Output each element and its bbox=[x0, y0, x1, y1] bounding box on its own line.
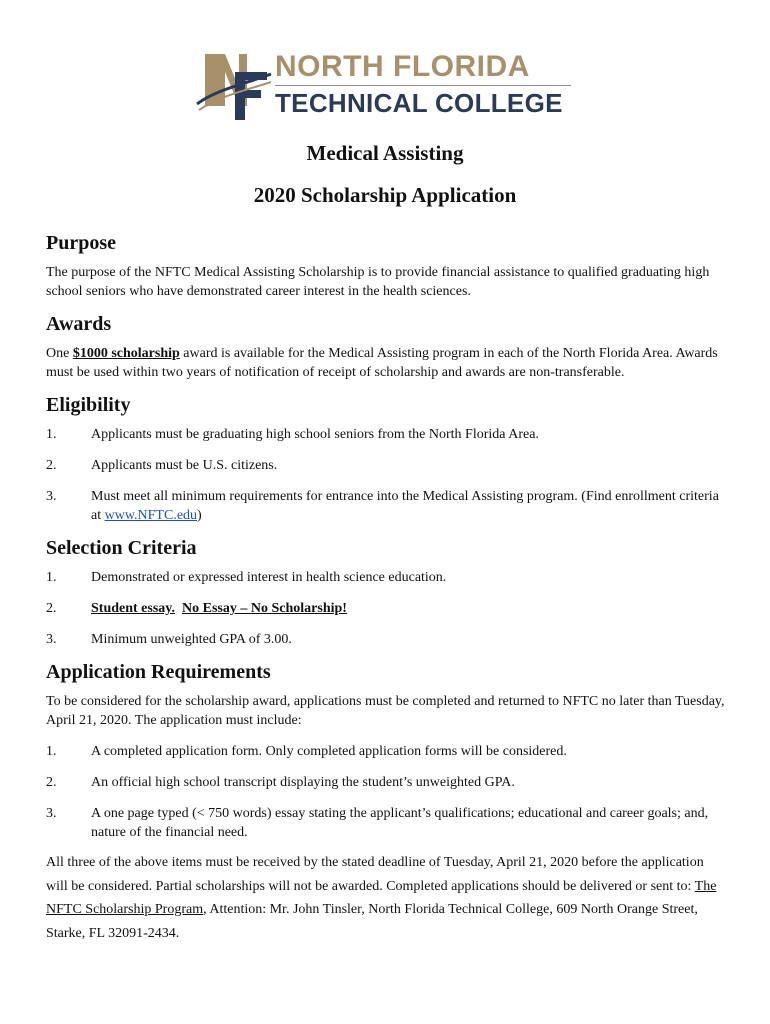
list-text: Demonstrated or expressed interest in health science education. bbox=[91, 570, 447, 585]
list-number: 1. bbox=[46, 570, 57, 585]
list-text: A completed application form. Only completed application forms will be considered. bbox=[91, 744, 567, 759]
purpose-text: The purpose of the NFTC Medical Assisting Scholarship is to provide financial assistance to qualified graduating high school seniors who have demonstrated career interest in the health sciences. bbox=[46, 265, 710, 299]
eligibility-section bbox=[46, 394, 726, 525]
list-number: 2. bbox=[46, 775, 57, 790]
list-item bbox=[46, 568, 726, 587]
document-body bbox=[46, 232, 726, 957]
list-item bbox=[46, 487, 726, 525]
requirements-section bbox=[46, 661, 726, 945]
requirements-list bbox=[46, 742, 726, 842]
closing-text-post: , Attention: Mr. John Tinsler, North Florida Technical College, 609 North Orange Street, Starke, FL 32091-2434. bbox=[46, 902, 698, 941]
logo-line-technical-college: TECHNICAL COLLEGE bbox=[275, 88, 563, 118]
list-number: 1. bbox=[46, 744, 57, 759]
list-item bbox=[46, 630, 726, 649]
document-subtitle: 2020 Scholarship Application bbox=[253, 183, 517, 207]
list-number: 2. bbox=[46, 601, 57, 616]
awards-heading: Awards bbox=[46, 313, 112, 335]
nftc-logo-icon bbox=[195, 44, 273, 124]
list-text: Minimum unweighted GPA of 3.00. bbox=[91, 632, 292, 647]
purpose-section bbox=[46, 232, 726, 301]
nftc-logo bbox=[195, 44, 585, 124]
awards-text bbox=[46, 344, 726, 382]
purpose-heading: Purpose bbox=[46, 232, 116, 254]
list-text: An official high school transcript displaying the student’s unweighted GPA. bbox=[91, 775, 515, 790]
list-item bbox=[46, 773, 726, 792]
awards-text-pre: One bbox=[46, 346, 73, 361]
list-item bbox=[46, 804, 726, 842]
awards-text-post: award is available for the Medical Assisting program in each of the North Florida Area. Awards must be used within two years of notification of receipt of scholarship and awards are non-transferable. bbox=[46, 346, 718, 380]
selection-heading: Selection Criteria bbox=[46, 537, 197, 559]
list-item bbox=[46, 599, 726, 618]
logo-line-north-florida: NORTH FLORIDA bbox=[275, 50, 530, 83]
list-item bbox=[46, 425, 726, 444]
list-text: A one page typed (< 750 words) essay stating the applicant’s qualifications; educational and career goals; and, nature of the financial need. bbox=[91, 806, 709, 840]
list-item bbox=[46, 456, 726, 475]
scholarship-program-name: The NFTC Scholarship Program bbox=[46, 878, 717, 917]
list-item bbox=[46, 742, 726, 761]
closing-text-pre: All three of the above items must be received by the stated deadline of Tuesday, April 21, 2020 before the application will be considered. Partial scholarships will not be awarded. Completed applications should be delivered or sent to: bbox=[46, 855, 704, 894]
requirements-intro: To be considered for the scholarship award, applications must be completed and returned to NFTC no later than Tuesday, April 21, 2020. The application must include: bbox=[46, 694, 725, 728]
list-number: 2. bbox=[46, 458, 57, 473]
logo-divider bbox=[275, 85, 571, 86]
selection-section bbox=[46, 537, 726, 649]
eligibility-list bbox=[46, 425, 726, 525]
awards-section bbox=[46, 313, 726, 382]
closing-paragraph bbox=[46, 851, 726, 945]
list-number: 1. bbox=[46, 427, 57, 442]
list-text: Applicants must be U.S. citizens. bbox=[91, 458, 278, 473]
essay-requirement: Student essay. bbox=[91, 601, 176, 616]
list-text: Applicants must be graduating high school seniors from the North Florida Area. bbox=[91, 427, 539, 442]
list-text-end: ) bbox=[197, 508, 202, 523]
essay-warning: No Essay – No Scholarship! bbox=[182, 601, 347, 616]
document-title: Medical Assisting bbox=[306, 141, 464, 165]
list-number: 3. bbox=[46, 632, 57, 647]
list-text: Must meet all minimum requirements for entrance into the Medical Assisting program. (Find enrollment criteria at bbox=[91, 489, 719, 523]
selection-list bbox=[46, 568, 726, 649]
eligibility-heading: Eligibility bbox=[46, 394, 131, 416]
list-number: 3. bbox=[46, 806, 57, 821]
requirements-heading: Application Requirements bbox=[46, 661, 271, 683]
award-amount: $1000 scholarship bbox=[72, 346, 180, 361]
nftc-website-link[interactable]: www.NFTC.edu bbox=[104, 508, 198, 523]
list-number: 3. bbox=[46, 489, 57, 504]
